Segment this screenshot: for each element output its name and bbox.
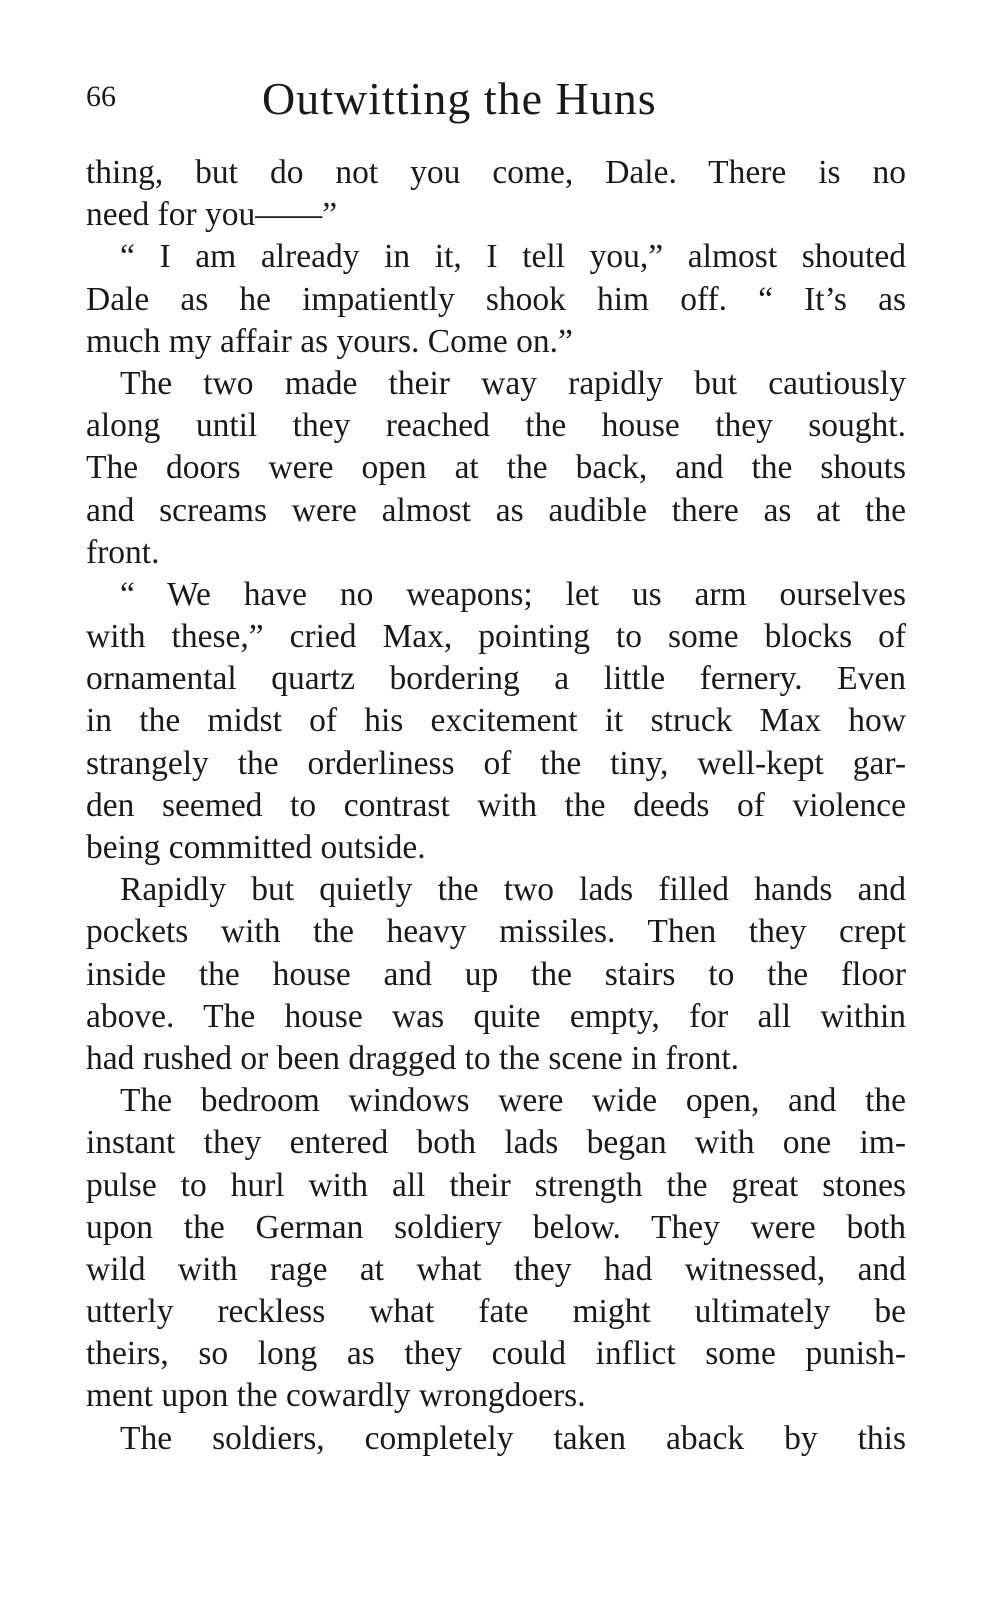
text-line: The doors were open at the back, and the shouts: [86, 449, 906, 487]
text-line: Dale as he impatiently shook him off. “ It’s as: [86, 280, 906, 318]
text-line: in the midst of his excitement it struck Max how: [86, 702, 906, 740]
text-line: theirs, so long as they could inflict some punish-: [86, 1335, 906, 1373]
text-line: utterly reckless what fate might ultimately be: [86, 1293, 906, 1331]
text-line: ment upon the cowardly wrongdoers.: [86, 1377, 586, 1415]
text-line: wild with rage at what they had witnessed, and: [86, 1250, 906, 1288]
page-number: 66: [86, 80, 116, 113]
text-line: pockets with the heavy missiles. Then they crept: [86, 913, 906, 951]
text-line: much my affair as yours. Come on.”: [86, 322, 573, 360]
text-line: The soldiers, completely taken aback by this: [120, 1419, 906, 1457]
text-line: and screams were almost as audible there as at the: [86, 491, 906, 529]
text-line: along until they reached the house they sought.: [86, 407, 906, 445]
text-line: front.: [86, 533, 160, 571]
text-line: instant they entered both lads began with one im-: [86, 1124, 906, 1162]
text-line: with these,” cried Max, pointing to some blocks of: [86, 618, 906, 656]
text-line: pulse to hurl with all their strength the great stones: [86, 1166, 906, 1204]
text-line: above. The house was quite empty, for all within: [86, 997, 906, 1035]
text-line: strangely the orderliness of the tiny, well-kept gar-: [86, 744, 906, 782]
text-line: “ We have no weapons; let us arm ourselves: [120, 575, 906, 613]
text-line: thing, but do not you come, Dale. There is no: [86, 154, 906, 191]
text-line: inside the house and up the stairs to the floor: [86, 955, 906, 993]
text-line: “ I am already in it, I tell you,” almost shouted: [120, 238, 906, 276]
body-text: [86, 152, 906, 1460]
text-line: had rushed or been dragged to the scene in front.: [86, 1039, 740, 1077]
text-line: den seemed to contrast with the deeds of violence: [86, 786, 906, 824]
text-line: ornamental quartz bordering a little fernery. Even: [86, 660, 906, 698]
text-line: The two made their way rapidly but cautiously: [120, 364, 906, 402]
text-line: upon the German soldiery below. They were both: [86, 1208, 906, 1246]
running-title: Outwitting the Huns: [262, 73, 657, 124]
text-line: The bedroom windows were wide open, and the: [120, 1082, 906, 1120]
text-line: need for you——”: [86, 196, 338, 234]
page-header: [86, 72, 906, 142]
text-line: Rapidly but quietly the two lads filled hands and: [120, 871, 906, 909]
text-line: being committed outside.: [86, 829, 426, 866]
